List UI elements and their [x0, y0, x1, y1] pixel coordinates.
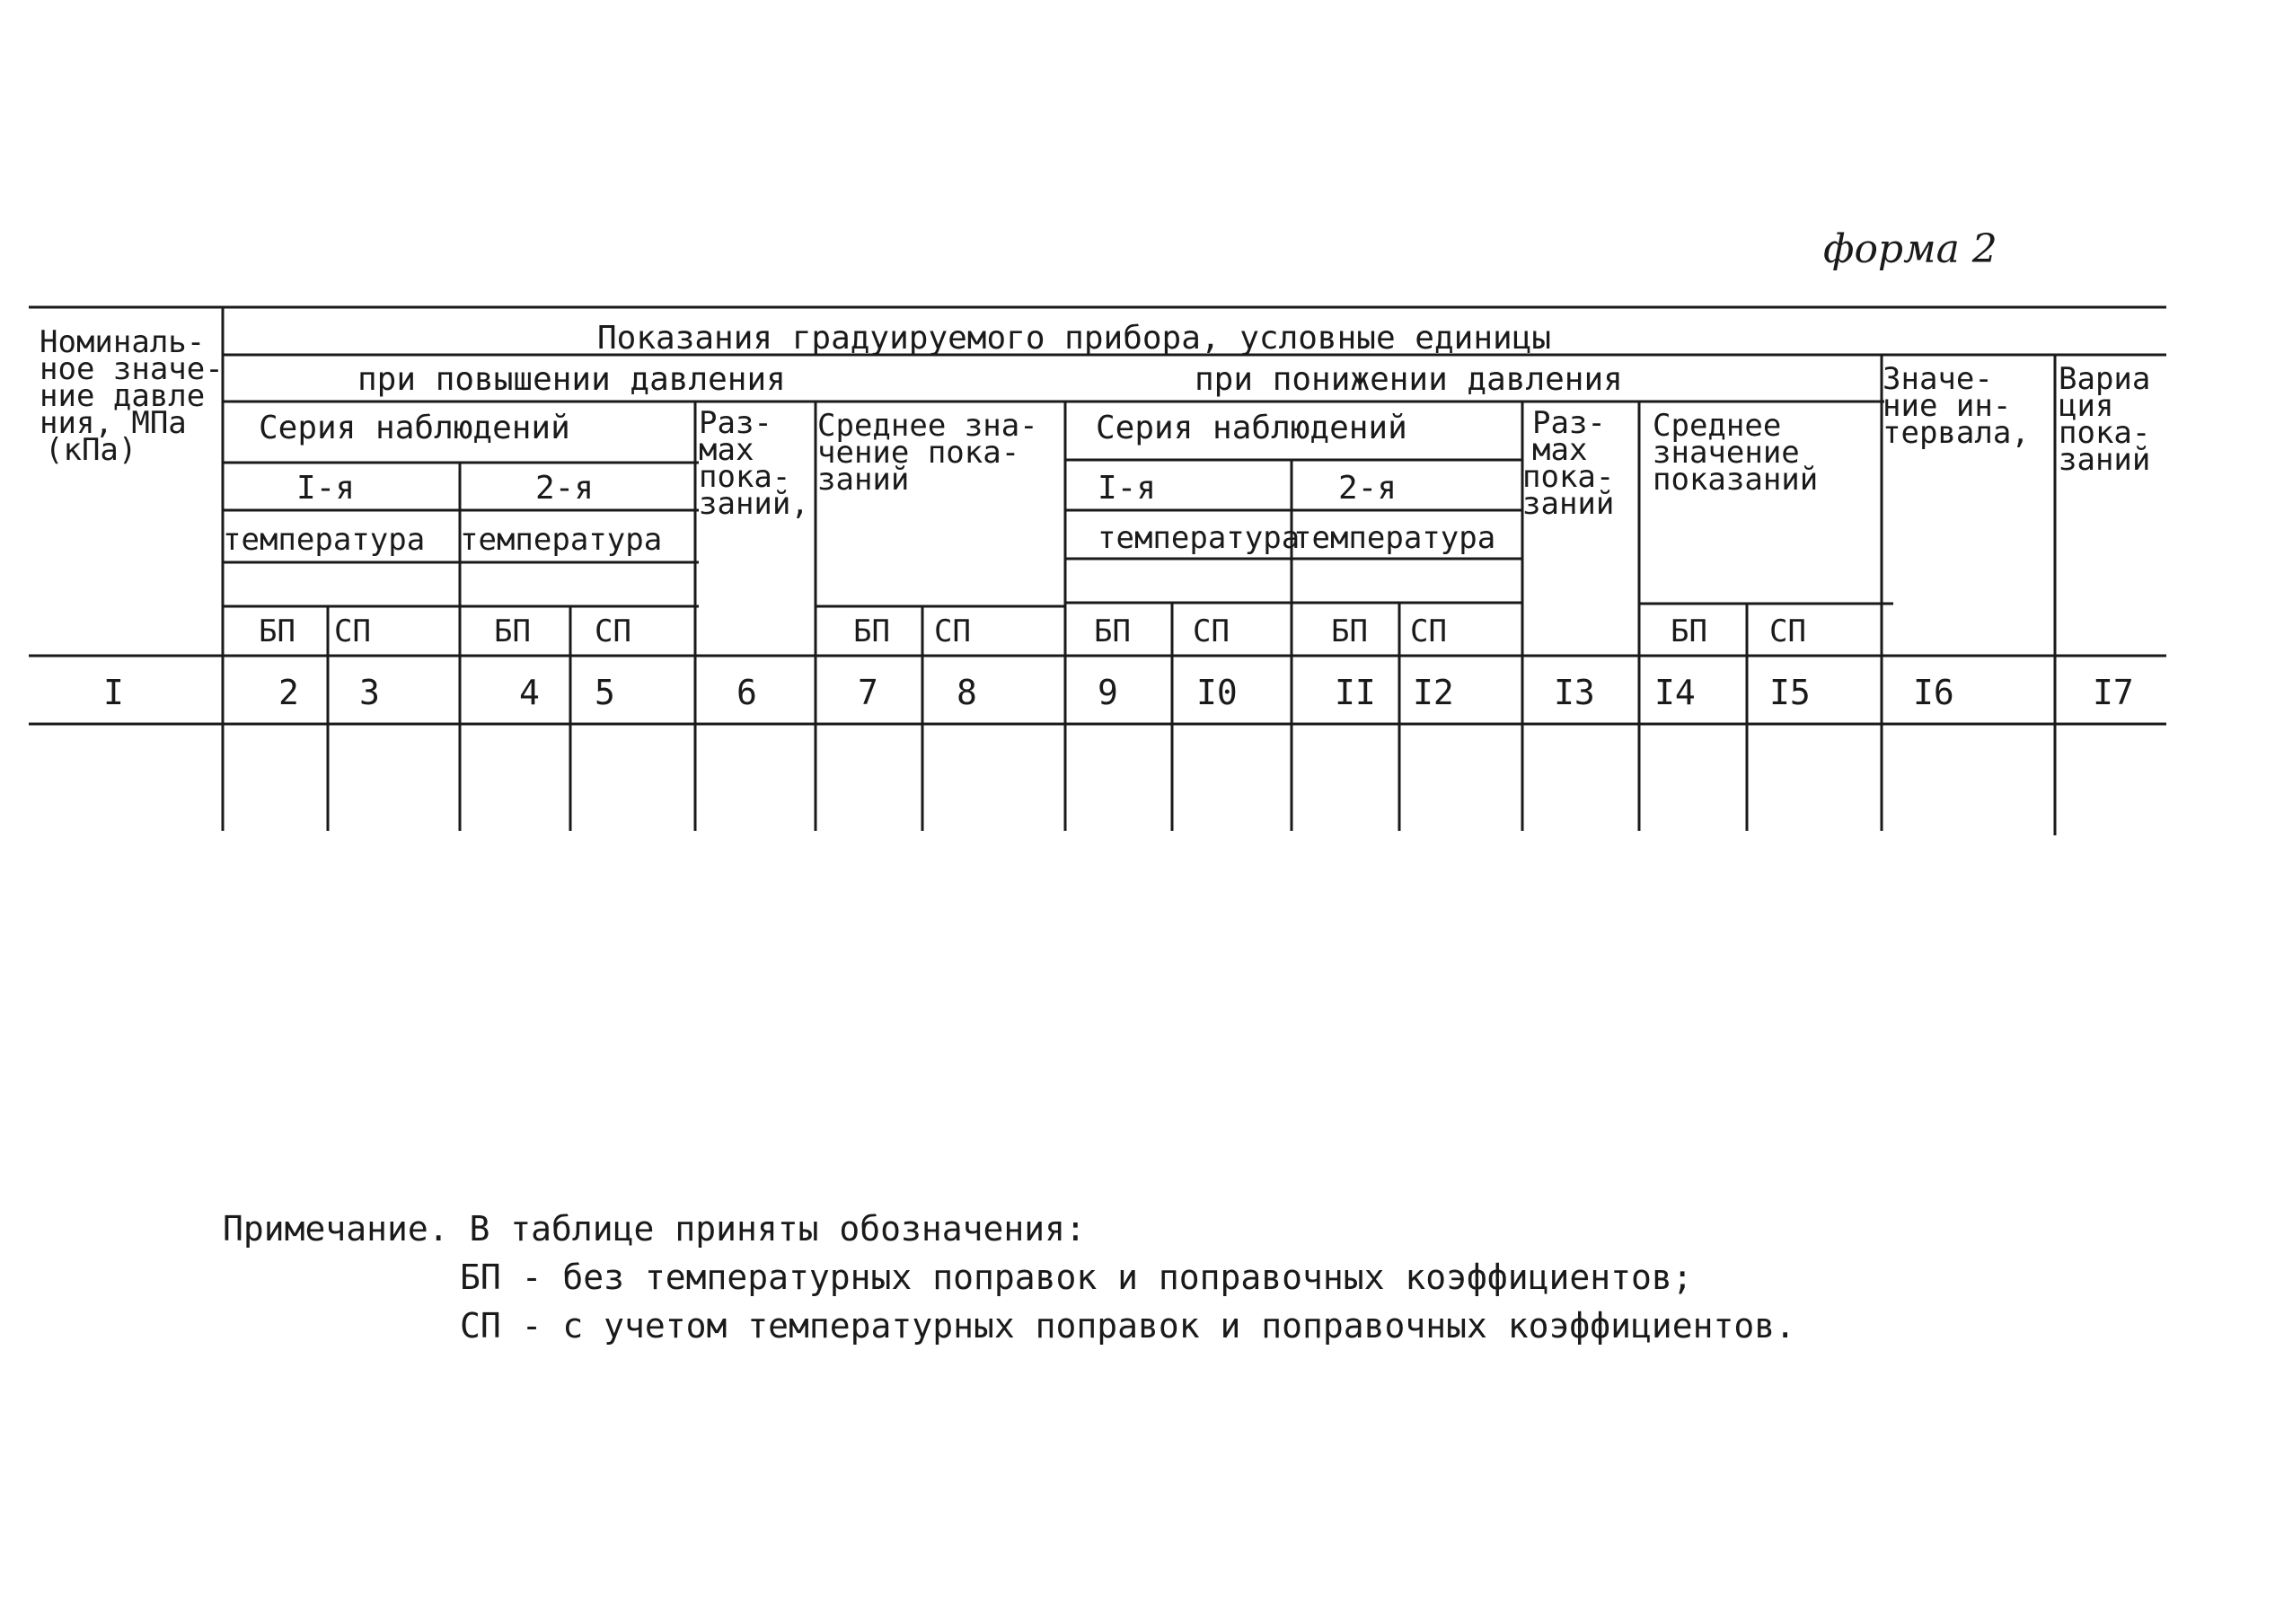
- mean-header-inc: [817, 408, 1038, 498]
- mean-header-line: заний: [817, 462, 910, 498]
- variation-header-line: пока-: [2059, 415, 2151, 451]
- temperature-label: температура: [460, 522, 663, 558]
- order-second-dec: 2-я: [1338, 470, 1398, 507]
- column-numbers: [103, 673, 2134, 712]
- variation-header: [2059, 361, 2150, 478]
- column-number: I4: [1654, 673, 1696, 712]
- bp-label: БП: [1331, 613, 1368, 649]
- range-header-line: заний,: [699, 486, 809, 522]
- mean-header-line: чение пока-: [817, 435, 1020, 471]
- series-label-inc: Серия наблюдений: [259, 410, 570, 446]
- sp-label: СП: [934, 613, 971, 649]
- col1-header-line: (кПа): [45, 432, 137, 468]
- range-header-line: пока-: [699, 459, 791, 495]
- sp-label: СП: [1193, 613, 1230, 649]
- col1-header-line: ное значе-: [40, 351, 224, 387]
- col1-header-line: ние давле: [40, 378, 206, 414]
- bp-label: БП: [1094, 613, 1131, 649]
- column-number: I3: [1554, 673, 1595, 712]
- bp-label: БП: [853, 613, 890, 649]
- mean-header-dec: [1653, 408, 1818, 498]
- column-number: I7: [2093, 673, 2134, 712]
- variation-header-line: ция: [2059, 388, 2114, 424]
- mean-header-line: показаний: [1653, 462, 1819, 498]
- bp-label: БП: [259, 613, 295, 649]
- range-header-dec: [1522, 405, 1614, 522]
- sp-label: СП: [1769, 613, 1806, 649]
- note-sp-line: СП - с учетом температурных поправок и поправочных коэффициентов.: [460, 1306, 1796, 1346]
- interval-header: [1883, 361, 2030, 451]
- mean-header-line: Среднее зна-: [817, 408, 1038, 444]
- bp-label: БП: [1671, 613, 1707, 649]
- range-header-line: Раз-: [699, 405, 772, 441]
- range-header-line: пока-: [1522, 459, 1615, 495]
- sp-label: СП: [334, 613, 371, 649]
- column-number: 4: [519, 673, 540, 712]
- range-header-line: мах: [699, 432, 754, 468]
- table-grid: [29, 307, 2166, 835]
- interval-header-line: ние ин-: [1883, 388, 2012, 424]
- column-number: 3: [359, 673, 380, 712]
- mean-header-line: значение: [1653, 435, 1800, 471]
- column-number: II: [1335, 673, 1376, 712]
- column-number: I2: [1413, 673, 1454, 712]
- column-number: I: [103, 673, 124, 712]
- order-first-dec: I-я: [1098, 470, 1157, 507]
- column-number: 6: [736, 673, 757, 712]
- column-number: 8: [957, 673, 977, 712]
- temperature-label: температура: [223, 522, 426, 558]
- column-number: I0: [1196, 673, 1238, 712]
- bp-sp-row: [259, 613, 1806, 649]
- order-second-inc: 2-я: [535, 470, 595, 507]
- column-number: 9: [1098, 673, 1118, 712]
- variation-header-line: заний: [2059, 442, 2151, 478]
- column-number: 2: [278, 673, 299, 712]
- col1-header-line: ния, МПа: [40, 405, 187, 441]
- interval-header-line: Значе-: [1883, 361, 1993, 397]
- bp-label: БП: [494, 613, 531, 649]
- col1-header-line: Номиналь-: [40, 324, 206, 360]
- column-number: I6: [1913, 673, 1954, 712]
- column-number: 7: [858, 673, 878, 712]
- note-title: Примечание. В таблице приняты обозначения:: [223, 1209, 1086, 1249]
- mean-header-line: Среднее: [1653, 408, 1782, 444]
- temperature-label: температура: [1098, 520, 1301, 556]
- sp-label: СП: [595, 613, 631, 649]
- range-header-line: мах: [1532, 432, 1588, 468]
- col1-header: [40, 324, 224, 468]
- column-number: I5: [1769, 673, 1811, 712]
- decrease-header: при понижении давления: [1195, 361, 1623, 398]
- note-bp-line: БП - без температурных поправок и поправочных коэффициентов;: [460, 1258, 1693, 1297]
- range-header-line: Раз-: [1532, 405, 1606, 441]
- sp-label: СП: [1410, 613, 1447, 649]
- order-first-inc: I-я: [296, 470, 356, 507]
- temperature-label: температура: [1293, 520, 1496, 556]
- top-header: Показания градуируемого прибора, условные единицы: [597, 320, 1552, 357]
- range-header-inc: [699, 405, 809, 522]
- column-number: 5: [595, 673, 615, 712]
- increase-header: при повышении давления: [357, 361, 786, 398]
- interval-header-line: тервала,: [1883, 415, 2030, 451]
- variation-header-line: Вариа: [2059, 361, 2151, 397]
- form-label: форма 2: [1823, 226, 1997, 272]
- series-label-dec: Серия наблюдений: [1096, 410, 1407, 446]
- range-header-line: заний: [1522, 486, 1615, 522]
